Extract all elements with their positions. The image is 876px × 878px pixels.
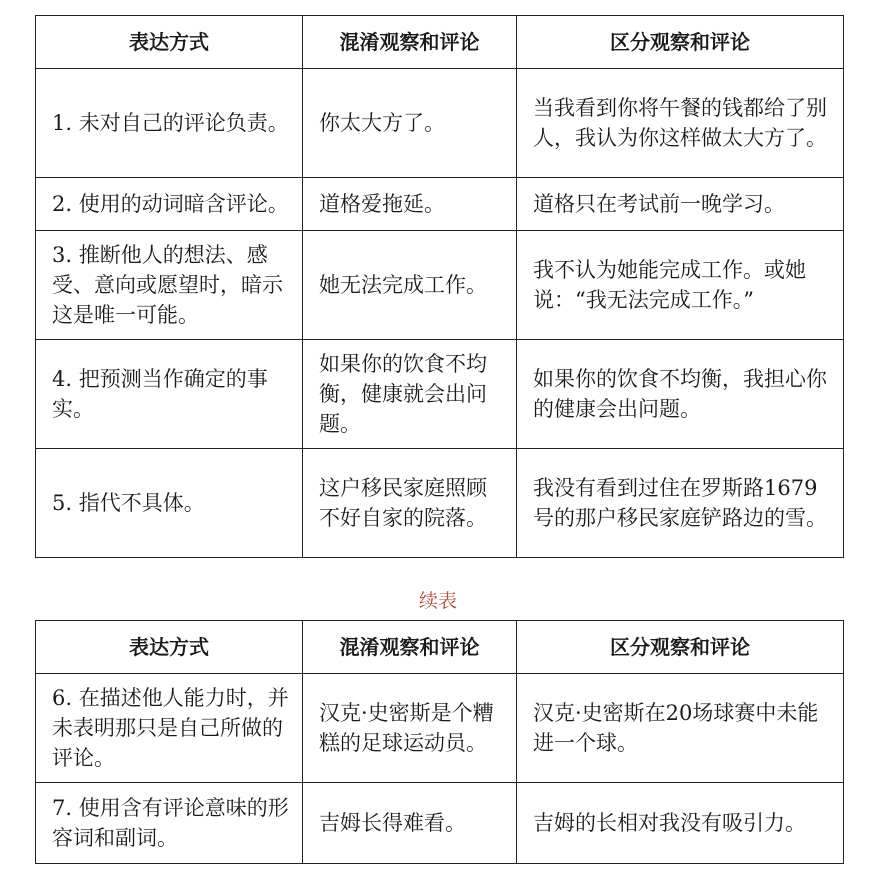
header-method: 表达方式: [36, 621, 303, 674]
table-row: [36, 69, 844, 178]
header-mixed: 混淆观察和评论: [303, 621, 517, 674]
mixed-cell: 汉克·史密斯是个糟糕的足球运动员。: [303, 674, 517, 783]
header-method: 表达方式: [36, 16, 303, 69]
separate-cell: 当我看到你将午餐的钱都给了别人，我认为你这样做太大方了。: [517, 69, 844, 178]
mixed-cell: 道格爱拖延。: [303, 178, 517, 231]
mixed-cell: 她无法完成工作。: [303, 231, 517, 340]
table-row: [36, 674, 844, 783]
mixed-cell: 如果你的饮食不均衡，健康就会出问题。: [303, 340, 517, 449]
mixed-cell: 吉姆长得难看。: [303, 783, 517, 864]
method-cell: 2. 使用的动词暗含评论。: [36, 178, 303, 231]
header-mixed: 混淆观察和评论: [303, 16, 517, 69]
header-separate: 区分观察和评论: [517, 16, 844, 69]
method-cell: 7. 使用含有评论意味的形容词和副词。: [36, 783, 303, 864]
table-row: [36, 449, 844, 558]
mixed-cell: 你太大方了。: [303, 69, 517, 178]
separate-cell: 汉克·史密斯在20场球赛中未能进一个球。: [517, 674, 844, 783]
table-row: [36, 178, 844, 231]
method-cell: 3. 推断他人的想法、感受、意向或愿望时，暗示这是唯一可能。: [36, 231, 303, 340]
method-cell: 5. 指代不具体。: [36, 449, 303, 558]
separate-cell: 我没有看到过住在罗斯路1679号的那户移民家庭铲路边的雪。: [517, 449, 844, 558]
comparison-table-continued: [35, 620, 844, 864]
comparison-table: [35, 15, 844, 558]
separate-cell: 道格只在考试前一晚学习。: [517, 178, 844, 231]
method-cell: 1. 未对自己的评论负责。: [36, 69, 303, 178]
continued-table-caption: 续表: [418, 590, 457, 612]
table-row: [36, 231, 844, 340]
table-row: [36, 783, 844, 864]
table-row: [36, 340, 844, 449]
separate-cell: 如果你的饮食不均衡，我担心你的健康会出问题。: [517, 340, 844, 449]
separate-cell: 我不认为她能完成工作。或她说：“我无法完成工作。”: [517, 231, 844, 340]
mixed-cell: 这户移民家庭照顾不好自家的院落。: [303, 449, 517, 558]
method-cell: 4. 把预测当作确定的事实。: [36, 340, 303, 449]
method-cell: 6. 在描述他人能力时，并未表明那只是自己所做的评论。: [36, 674, 303, 783]
header-separate: 区分观察和评论: [517, 621, 844, 674]
separate-cell: 吉姆的长相对我没有吸引力。: [517, 783, 844, 864]
table-header-row: [36, 16, 844, 69]
table-header-row: [36, 621, 844, 674]
